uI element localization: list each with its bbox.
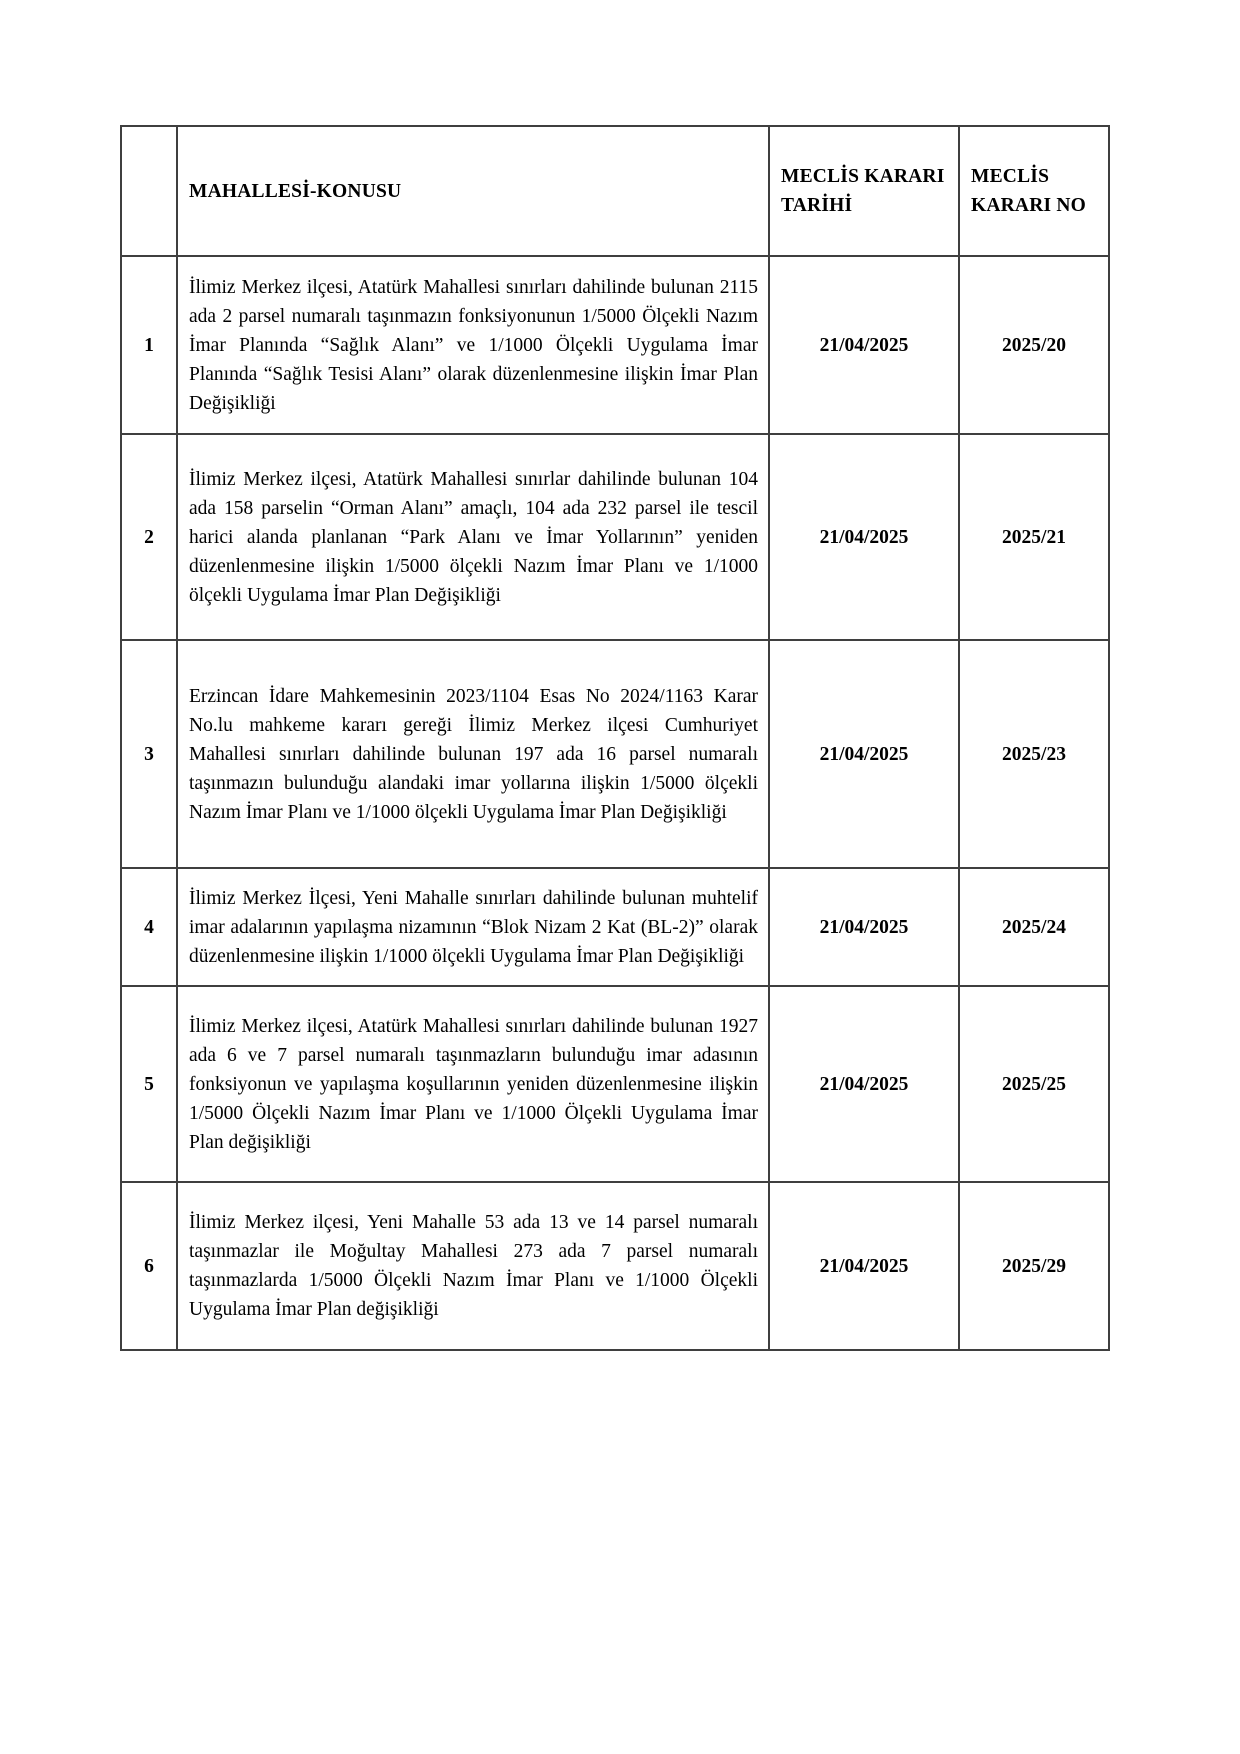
decision-no-cell: 2025/23 <box>959 640 1109 868</box>
date-cell: 21/04/2025 <box>769 868 959 986</box>
subject-cell: İlimiz Merkez ilçesi, Atatürk Mahallesi sınırları dahilinde bulunan 1927 ada 6 ve 7 parsel numaralı taşınmazların bulunduğu imar adasının fonksiyonun ve yapılaşma koşullarının yeniden düzenlenmesine ilişkin 1/5000 Ölçekli Nazım İmar Planı ve 1/1000 Ölçekli Uygulama İmar Plan değişikliği <box>177 986 769 1182</box>
decision-no-cell: 2025/20 <box>959 256 1109 434</box>
subject-cell: İlimiz Merkez ilçesi, Atatürk Mahallesi sınırları dahilinde bulunan 2115 ada 2 parsel numaralı taşınmazın fonksiyonunun 1/5000 Ölçekli Nazım İmar Planında “Sağlık Alanı” ve 1/1000 Ölçekli Uygulama İmar Planında “Sağlık Tesisi Alanı” olarak düzenlenmesine ilişkin İmar Plan Değişikliği <box>177 256 769 434</box>
date-cell: 21/04/2025 <box>769 434 959 640</box>
row-number-cell: 2 <box>121 434 177 640</box>
header-index-cell <box>121 126 177 256</box>
decision-no-cell: 2025/21 <box>959 434 1109 640</box>
subject-cell: İlimiz Merkez ilçesi, Atatürk Mahallesi sınırlar dahilinde bulunan 104 ada 158 parselin “Orman Alanı” amaçlı, 104 ada 232 parsel ile tescil harici alanda planlanan “Park Alanı ve İmar Yollarının” yeniden düzenlenmesine ilişkin 1/5000 ölçekli Nazım İmar Planı ve 1/1000 ölçekli Uygulama İmar Plan Değişikliği <box>177 434 769 640</box>
date-cell: 21/04/2025 <box>769 256 959 434</box>
subject-cell: İlimiz Merkez İlçesi, Yeni Mahalle sınırları dahilinde bulunan muhtelif imar adalarının yapılaşma nizamının “Blok Nizam 2 Kat (BL-2)” olarak düzenlenmesine ilişkin 1/1000 ölçekli Uygulama İmar Plan Değişikliği <box>177 868 769 986</box>
date-cell: 21/04/2025 <box>769 1182 959 1350</box>
header-subject-cell: MAHALLESİ-KONUSU <box>177 126 769 256</box>
subject-cell: Erzincan İdare Mahkemesinin 2023/1104 Esas No 2024/1163 Karar No.lu mahkeme kararı gereği İlimiz Merkez ilçesi Cumhuriyet Mahallesi sınırları dahilinde bulunan 197 ada 16 parsel numaralı taşınmazın bulunduğu alandaki imar yollarına ilişkin 1/5000 ölçekli Nazım İmar Planı ve 1/1000 ölçekli Uygulama İmar Plan Değişikliği <box>177 640 769 868</box>
row-number-cell: 6 <box>121 1182 177 1350</box>
table-row <box>121 868 1109 986</box>
council-decisions-table <box>120 125 1110 1351</box>
table-header-row <box>121 126 1109 256</box>
header-date-cell: MECLİS KARARI TARİHİ <box>769 126 959 256</box>
table-row <box>121 640 1109 868</box>
row-number-cell: 5 <box>121 986 177 1182</box>
table-row <box>121 1182 1109 1350</box>
row-number-cell: 3 <box>121 640 177 868</box>
decision-no-cell: 2025/24 <box>959 868 1109 986</box>
date-cell: 21/04/2025 <box>769 640 959 868</box>
table-row <box>121 434 1109 640</box>
decision-no-cell: 2025/29 <box>959 1182 1109 1350</box>
row-number-cell: 4 <box>121 868 177 986</box>
decision-no-cell: 2025/25 <box>959 986 1109 1182</box>
subject-cell: İlimiz Merkez ilçesi, Yeni Mahalle 53 ada 13 ve 14 parsel numaralı taşınmazlar ile Moğultay Mahallesi 273 ada 7 parsel numaralı taşınmazlarda 1/5000 Ölçekli Nazım İmar Planı ve 1/1000 Ölçekli Uygulama İmar Plan değişikliği <box>177 1182 769 1350</box>
date-cell: 21/04/2025 <box>769 986 959 1182</box>
row-number-cell: 1 <box>121 256 177 434</box>
table-row <box>121 986 1109 1182</box>
header-decision-no-cell: MECLİS KARARI NO <box>959 126 1109 256</box>
table-row <box>121 256 1109 434</box>
